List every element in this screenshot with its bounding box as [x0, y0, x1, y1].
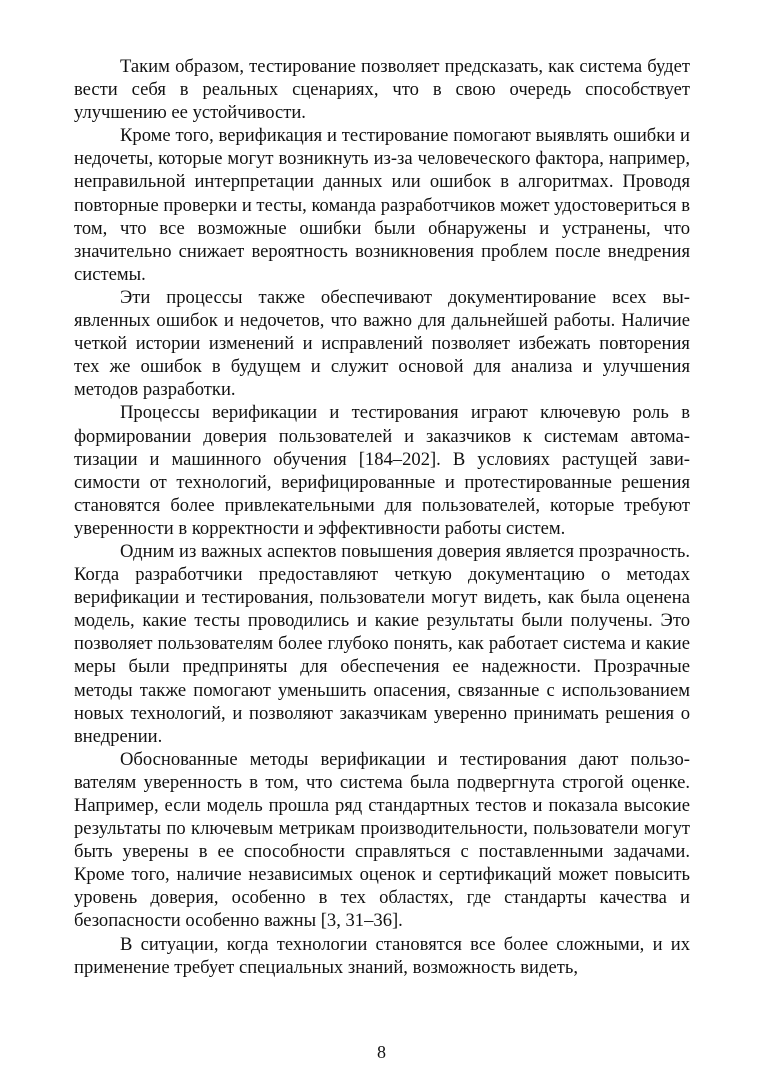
paragraph-4: Процессы верификации и тестирования играют ключевую роль в формировании доверия пользователей и заказчиков к системам автоматизации и машинного обучения [184–202]. В условиях растущей зависимости от технологий, верифицированные и протестированные решения становятся более привлекательными для пользователей, которые требуют уверенности в корректности и эффективности работы систем.	[74, 402, 690, 539]
paragraph-1: Таким образом, тестирование позволяет предсказать, как система будет вести себя в реальных сценариях, что в свою очередь способствует улучшению ее устойчивости.	[74, 56, 690, 124]
paragraph-2: Кроме того, верификация и тестирование помогают выявлять ошибки и недочеты, которые могут возникнуть из-за человеческого фактора, например, неправильной интерпретации данных или ошибок в алгоритмах. Проводя повторные проверки и тесты, команда разработчиков может удостовериться в том, что все возможные ошибки были обнаружены и устранены, что значительно снижает вероятность возникновения проблем после внедрения системы.	[74, 125, 690, 285]
paragraph-6: Обоснованные методы верификации и тестирования дают пользователям уверенность в том, что система была подвергнута строгой оценке. Например, если модель прошла ряд стандартных тестов и показала высокие результаты по ключевым метрикам производительности, пользователи могут быть уверены в ее способности справляться с поставленными задачами. Кроме того, наличие независимых оценок и сертификаций может повысить уровень доверия, особенно в тех областях, где стандарты качества и безопасности особенно важны [3, 31–36].	[74, 748, 690, 932]
paragraph-5: Одним из важных аспектов повышения доверия является прозрачность. Когда разработчики предоставляют четкую документацию о методах верификации и тестирования, пользователи могут видеть, как была оценена модель, какие тесты проводились и какие результаты были получены. Это позволяет пользователям более глубоко понять, как работает система и какие меры были предприняты для обеспечения ее надежности. Прозрачные методы также помогают уменьшить опасения, связанные с использованием новых технологий, и позволяют заказчикам уверенно принимать решения о внедрении.	[74, 540, 690, 747]
page-body	[74, 55, 690, 979]
paragraph-7: В ситуации, когда технологии становятся все более сложными, и их применение требует специальных знаний, возможность видеть,	[74, 933, 690, 978]
paragraph-3: Эти процессы также обеспечивают документирование всех выявленных ошибок и недочетов, что важно для дальнейшей работы. Наличие четкой истории изменений и исправлений позволяет избежать повторения тех же ошибок в будущем и служит основой для анализа и улучшения методов разработки.	[74, 286, 690, 401]
page-number: 8	[377, 1042, 386, 1062]
